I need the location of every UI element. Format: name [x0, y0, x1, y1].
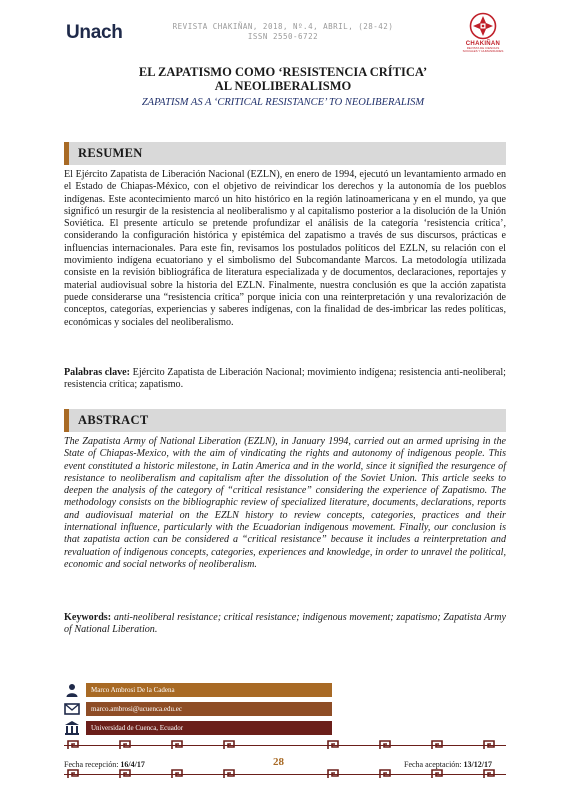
greca-ornament-icon — [64, 739, 506, 751]
title-spanish-line-2: AL NEOLIBERALISMO — [214, 79, 352, 93]
abstract-body: The Zapatista Army of National Liberation (EZLN), in January 1994, carried out an armed uprising in the State of Chiapas-Mexico, with the aim of vindicating the rights and autonomy of indigenous people. This event constituted a historic milestone, in Latin America and in the world, since it signified the resurgence of resistance to neoliberalism and capitalism after the dissolution of the Soviet Union. This article seeks to deepen the analysis of the category of “critical resistance” considering the experience of Zapatismo. The methodology consists on the bibliographic review of specialized literature, documents, declarations, reports and audiovisual material on the EZLN history to review concepts, categories, practices and their international influence, particularly with the Ecuadorian indigenous movement. Finally, our conclusion is that zapatista action can be considered a “critical resistance” because it includes a reinterpretation and revaluation of indigenous concepts, categories, experiences and knowledge, in order to unravel the political, economic and social networks of neoliberalism. — [64, 436, 506, 570]
journal-reference — [170, 22, 396, 42]
chakinan-emblem-icon — [469, 12, 497, 40]
keywords-label: Keywords: — [64, 612, 112, 623]
palabras-clave-text: Ejército Zapatista de Liberación Nacional; movimiento indígena; resistencia anti-neoliberal; resistencia crítica; zapatismo. — [64, 367, 506, 391]
accepted-label: Fecha aceptación: — [404, 760, 462, 769]
university-icon — [64, 720, 80, 736]
received-label: Fecha recepción: — [64, 760, 119, 769]
author-affiliation-row — [64, 720, 334, 736]
chakinan-wordmark: CHAKIÑAN — [465, 41, 501, 47]
chakinan-logo — [461, 12, 505, 53]
accepted-value: 13/12/17 — [463, 760, 492, 769]
author-email-row — [64, 701, 334, 717]
heading-accent — [64, 409, 69, 432]
author-affiliation: Universidad de Cuenca, Ecuador — [86, 721, 332, 735]
author-email[interactable]: marco.ambrosi@ucuenca.edu.ec — [86, 702, 332, 716]
title-english: ZAPATISM AS A ‘CRITICAL RESISTANCE’ TO NEOLIBERALISM — [141, 97, 425, 108]
resumen-heading-bar — [64, 142, 506, 165]
page-number: 28 — [273, 756, 284, 768]
resumen-keywords — [64, 367, 506, 392]
keywords-text: anti-neoliberal resistance; critical resistance; indigenous movement; zapatismo; Zapatista Army of National Liberation. — [64, 612, 506, 636]
email-icon — [64, 701, 80, 717]
resumen-body: El Ejército Zapatista de Liberación Nacional (EZLN), en enero de 1994, ejecutó un levantamiento armado en el Estado de Chiapas-México, con el objetivo de reivindicar los derechos y la autonomía de los pueblos indígenas. Este acontecimiento marcó un hito histórico en la región latinoamericana y en el mundo, ya que significó un resurgir de la resistencia al neoliberalismo y al capitalismo posterior a la disolución de la Unión Soviética. El presente artículo se pretende profundizar el análisis de la categoría ‘resistencia crítica’, considerando la configuración histórica y epistémica del zapatismo a través de sus discursos, prácticas e influencias internacionales. Para este fin, revisamos los postulados políticos del EZLN, su relación con el movimiento indígena ecuatoriano y el simbolismo del Subcomandante Marcos. La metodología utilizada consiste en la revisión bibliográfica de literatura especializada y de documentos, declaraciones, reportajes y material audiovisual sobre la historia del EZLN. Finalmente, nuestra conclusión es que la acción zapatista puede considerarse una “resistencia crítica” porque inicia con una reinterpretación y una revalorización de conceptos, categorías, experiencias y saberes indígenas, con la finalidad de des-imbricar las redes políticas, económicas y sociales del neoliberalismo. — [64, 169, 506, 328]
chakinan-subtitle: REVISTA DE CIENCIAS SOCIALES Y HUMANIDADES — [462, 46, 504, 53]
received-date — [64, 760, 145, 769]
received-value: 16/4/17 — [120, 760, 145, 769]
greca-ornament-bottom-icon — [64, 768, 506, 780]
journal-issn: ISSN 2550-6722 — [247, 32, 319, 41]
abstract-heading: ABSTRACT — [78, 413, 149, 427]
unach-logo: Unach — [66, 22, 123, 43]
journal-line-1: REVISTA CHAKIÑAN, 2018, Nº.4, ABRIL, (28-42) — [172, 22, 394, 31]
person-icon — [64, 682, 80, 698]
author-name-row — [64, 682, 334, 698]
abstract-heading-bar — [64, 409, 506, 432]
heading-accent — [64, 142, 69, 165]
palabras-clave-label: Palabras clave: — [64, 367, 131, 378]
resumen-heading: RESUMEN — [78, 146, 143, 160]
accepted-date — [404, 760, 492, 769]
title-spanish-line-1: EL ZAPATISMO COMO ‘RESISTENCIA CRÍTICA’ — [138, 65, 428, 79]
article-title-block — [60, 65, 506, 110]
abstract-keywords — [64, 612, 506, 637]
author-name: Marco Ambrosi De la Cadena — [86, 683, 332, 697]
